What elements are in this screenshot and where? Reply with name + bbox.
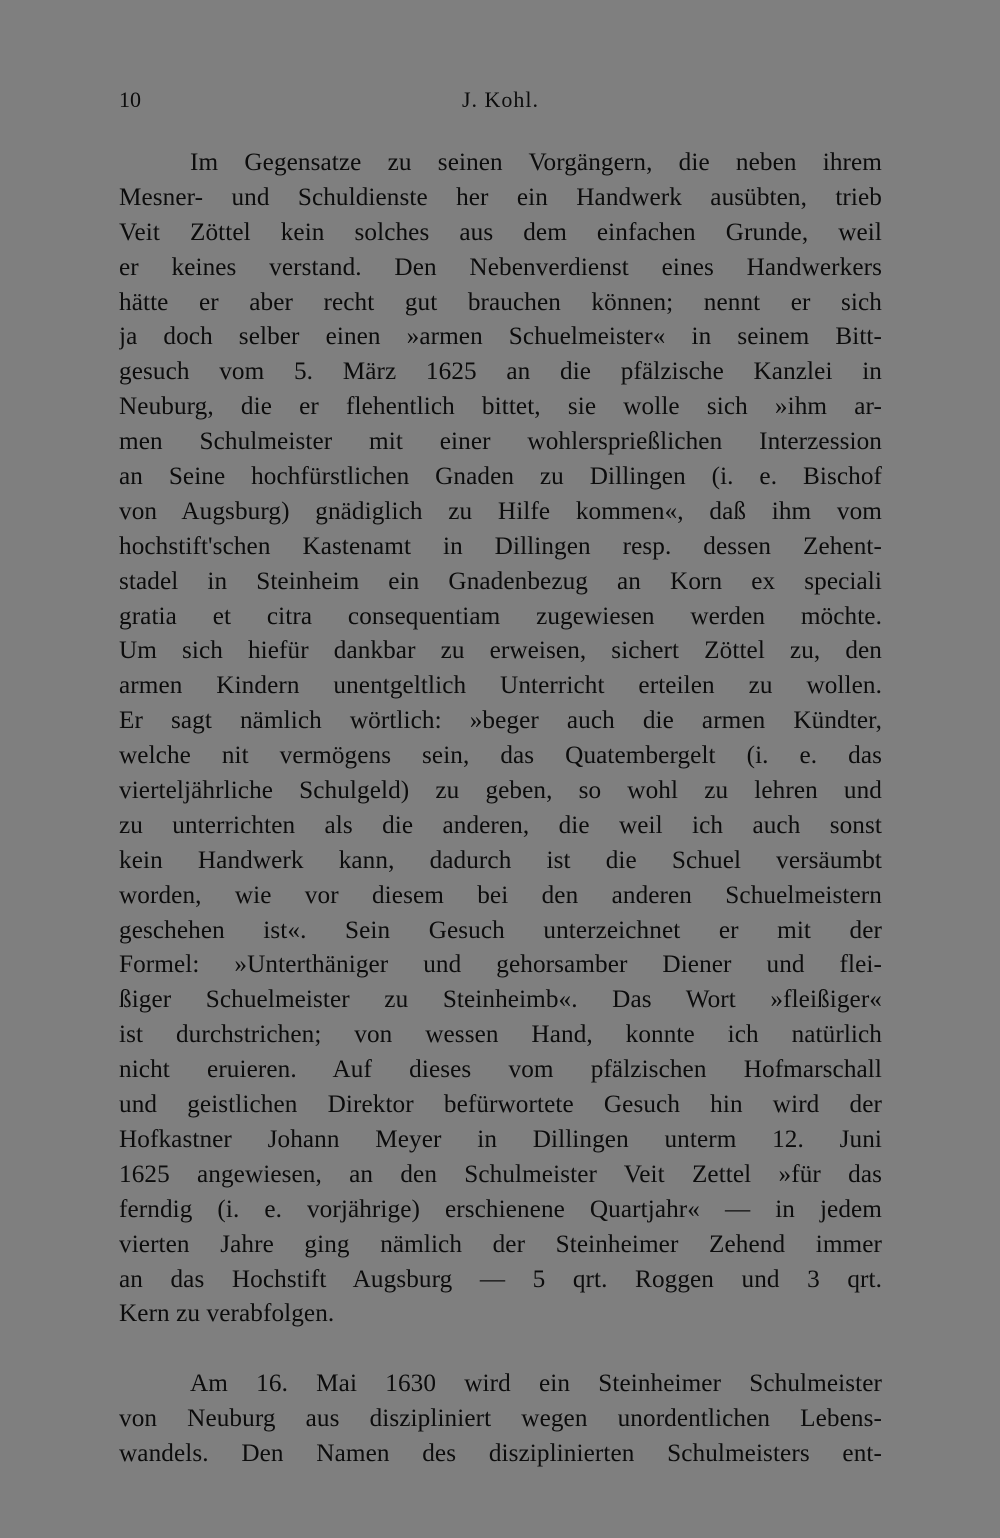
text-line: welche nit vermögens sein, das Quatembergelt (i. e. das <box>119 742 882 770</box>
text-line: und geistlichen Direktor befürwortete Gesuch hin wird der <box>119 1091 882 1119</box>
text-line: worden, wie vor diesem bei den anderen Schuelmeistern <box>119 881 882 909</box>
text-line: ist durchstrichen; von wessen Hand, konnte ich natürlich <box>119 1021 882 1049</box>
text-line: gesuch vom 5. März 1625 an die pfälzische Kanzlei in <box>119 358 882 386</box>
paragraph <box>119 146 882 1332</box>
text-line: von Augsburg) gnädiglich zu Hilfe kommen«, daß ihm vom <box>119 497 882 525</box>
text-line: gratia et citra consequentiam zugewiesen werden möchte. <box>119 602 882 630</box>
text-line: Am 16. Mai 1630 wird ein Steinheimer Schulmeister <box>190 1370 882 1398</box>
text-line: armen Kindern unentgeltlich Unterricht erteilen zu wollen. <box>119 672 882 700</box>
paragraph-gap <box>119 1332 882 1367</box>
text-line: Mesner- und Schuldienste her ein Handwerk ausübten, trieb <box>119 183 882 211</box>
text-line: hätte er aber recht gut brauchen können; nennt er sich <box>119 288 882 316</box>
text-line: Kern zu verabfolgen. <box>119 1300 335 1328</box>
text-line: nicht eruieren. Auf dieses vom pfälzischen Hofmarschall <box>119 1056 882 1084</box>
text-line: stadel in Steinheim ein Gnadenbezug an Korn ex speciali <box>119 567 882 595</box>
text-line: men Schulmeister mit einer wohlersprießlichen Interzession <box>119 428 882 456</box>
text-line: an das Hochstift Augsburg — 5 qrt. Roggen und 3 qrt. <box>119 1265 882 1293</box>
text-line: ßiger Schuelmeister zu Steinheimb«. Das Wort »fleißiger« <box>119 986 882 1014</box>
page-number: 10 <box>119 87 141 112</box>
body-text <box>119 146 882 1472</box>
text-line: 1625 angewiesen, an den Schulmeister Veit Zettel »für das <box>119 1160 882 1188</box>
text-line: ferndig (i. e. vorjährige) erschienene Quartjahr« — in jedem <box>119 1195 882 1223</box>
text-line: kein Handwerk kann, dadurch ist die Schuel versäumbt <box>119 846 882 874</box>
text-line: Er sagt nämlich wörtlich: »beger auch die armen Kündter, <box>119 707 882 735</box>
text-line: vierten Jahre ging nämlich der Steinheimer Zehend immer <box>119 1230 882 1258</box>
text-line: von Neuburg aus diszipliniert wegen unordentlichen Lebens- <box>119 1405 882 1433</box>
text-line: vierteljährliche Schulgeld) zu geben, so wohl zu lehren und <box>119 777 882 805</box>
running-title: J. Kohl. <box>461 87 540 112</box>
text-line: Formel: »Unterthäniger und gehorsamber Diener und flei- <box>119 951 882 979</box>
text-line: Neuburg, die er flehentlich bittet, sie wolle sich »ihm ar- <box>119 393 882 421</box>
text-line: ja doch selber einen »armen Schuelmeister« in seinem Bitt- <box>119 323 882 351</box>
text-line: an Seine hochfürstlichen Gnaden zu Dillingen (i. e. Bischof <box>119 463 882 491</box>
running-head <box>119 84 882 116</box>
text-line: geschehen ist«. Sein Gesuch unterzeichnet er mit der <box>119 916 882 944</box>
text-line: wandels. Den Namen des disziplinierten Schulmeisters ent- <box>119 1439 882 1467</box>
text-line: Veit Zöttel kein solches aus dem einfachen Grunde, weil <box>119 218 882 246</box>
text-line: zu unterrichten als die anderen, die weil ich auch sonst <box>119 811 882 839</box>
text-line: hochstift'schen Kastenamt in Dillingen resp. dessen Zehent- <box>119 532 882 560</box>
text-line: er keines verstand. Den Nebenverdienst eines Handwerkers <box>119 253 882 281</box>
text-line: Um sich hiefür dankbar zu erweisen, sichert Zöttel zu, den <box>119 637 882 665</box>
paragraph <box>119 1367 882 1472</box>
text-line: Hofkastner Johann Meyer in Dillingen unterm 12. Juni <box>119 1125 882 1153</box>
text-line: Im Gegensatze zu seinen Vorgängern, die neben ihrem <box>190 149 882 176</box>
